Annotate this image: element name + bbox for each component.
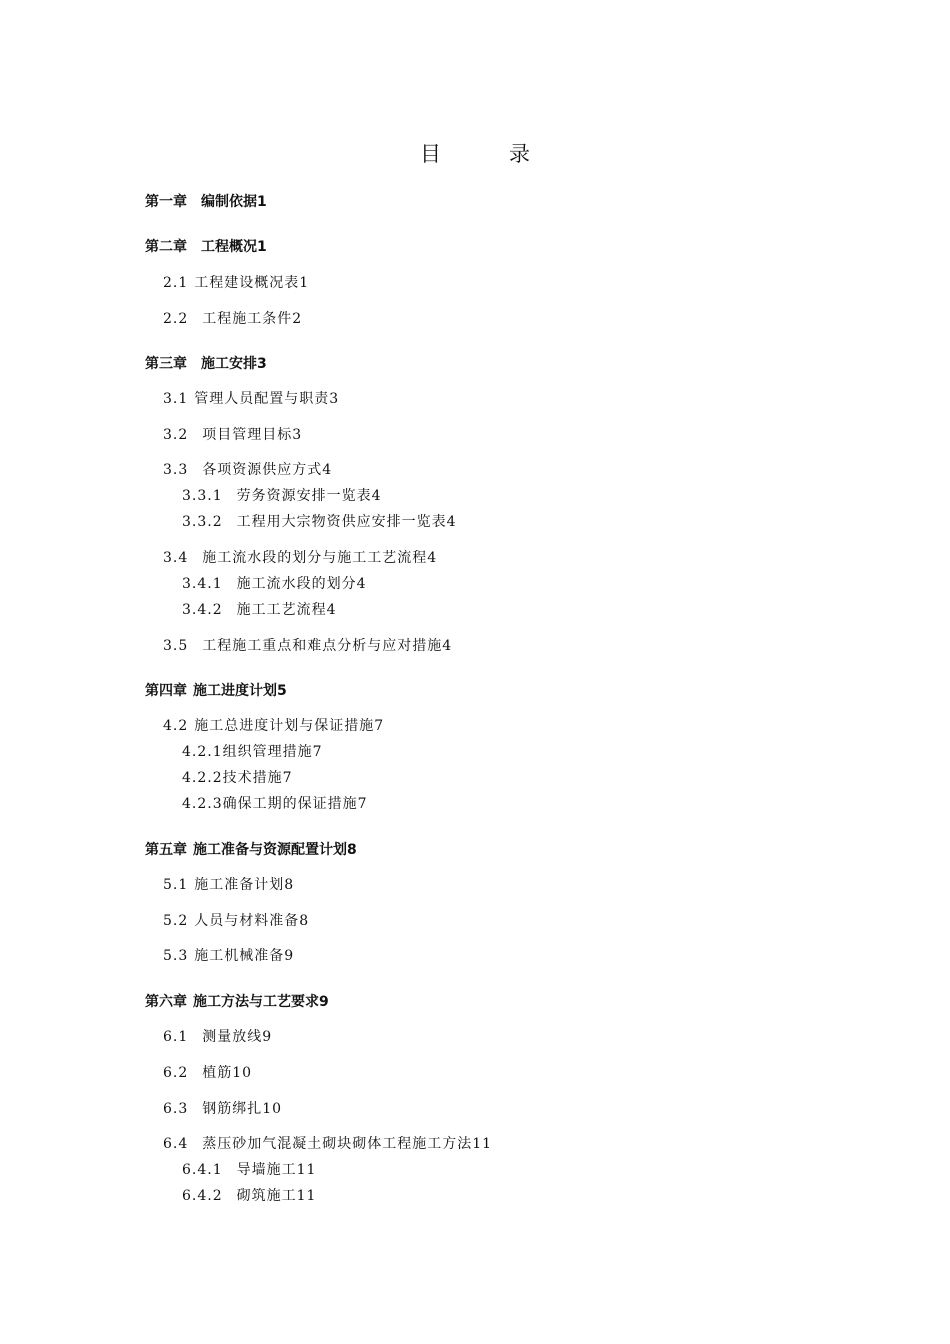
toc-section-3-2[interactable] xyxy=(163,425,302,445)
toc-page: 8 xyxy=(299,913,310,929)
toc-page: 10 xyxy=(262,1101,283,1117)
toc-section-6-2[interactable] xyxy=(163,1063,252,1083)
toc-number: 3.3.2 xyxy=(182,514,223,530)
toc-section-5-1[interactable] xyxy=(163,875,294,895)
toc-text: 测量放线 xyxy=(202,1029,263,1045)
toc-number: 6.1 xyxy=(163,1029,189,1045)
toc-page: 1 xyxy=(299,275,310,291)
toc-text: 施工机械准备 xyxy=(194,948,285,964)
toc-page: 4 xyxy=(371,488,382,504)
toc-text: 植筋 xyxy=(202,1065,233,1081)
toc-number: 第二章 xyxy=(145,239,187,255)
toc-text: 人员与材料准备 xyxy=(194,913,300,929)
toc-section-2-2[interactable] xyxy=(163,309,302,329)
toc-text: 各项资源供应方式 xyxy=(202,462,323,478)
toc-text: 蒸压砂加气混凝土砌块砌体工程施工方法 xyxy=(202,1136,473,1152)
toc-page: 9 xyxy=(262,1029,273,1045)
toc-page: 4 xyxy=(356,576,367,592)
toc-number: 3.1 xyxy=(163,391,189,407)
toc-section-6-3[interactable] xyxy=(163,1099,282,1119)
toc-page: 8 xyxy=(347,842,357,858)
toc-text: 施工准备与资源配置计划 xyxy=(193,842,347,858)
toc-text: 工程施工条件 xyxy=(202,311,293,327)
toc-page: 9 xyxy=(319,994,329,1010)
toc-section-3-3[interactable] xyxy=(163,460,332,480)
toc-subsection-6-4-2[interactable] xyxy=(182,1186,316,1206)
toc-text: 技术措施 xyxy=(222,770,283,786)
toc-number: 5.3 xyxy=(163,948,189,964)
toc-subsection-3-3-1[interactable] xyxy=(182,486,382,506)
toc-chapter-5[interactable] xyxy=(145,840,357,860)
toc-page: 4 xyxy=(446,514,457,530)
toc-page: 3 xyxy=(257,356,267,372)
toc-number: 2.2 xyxy=(163,311,189,327)
toc-number: 3.3.1 xyxy=(182,488,223,504)
toc-text: 施工准备计划 xyxy=(194,877,285,893)
toc-text: 施工安排 xyxy=(201,356,257,372)
toc-page: 4 xyxy=(442,638,453,654)
toc-subsection-4-2-2[interactable] xyxy=(182,768,293,788)
toc-chapter-2[interactable] xyxy=(145,237,267,257)
toc-text: 工程施工重点和难点分析与应对措施 xyxy=(202,638,443,654)
toc-text: 编制依据 xyxy=(201,194,257,210)
toc-text: 劳务资源安排一览表 xyxy=(236,488,372,504)
toc-chapter-4[interactable] xyxy=(145,681,287,701)
toc-page: 9 xyxy=(284,948,295,964)
toc-number: 6.3 xyxy=(163,1101,189,1117)
toc-section-2-1[interactable] xyxy=(163,273,309,293)
toc-number: 4.2.1 xyxy=(182,744,223,760)
toc-page: 11 xyxy=(296,1162,317,1178)
toc-chapter-3[interactable] xyxy=(145,354,267,374)
toc-number: 第六章 xyxy=(145,994,187,1010)
toc-subsection-6-4-1[interactable] xyxy=(182,1160,316,1180)
toc-page: 7 xyxy=(312,744,323,760)
toc-text: 施工流水段的划分 xyxy=(236,576,357,592)
toc-text: 工程用大宗物资供应安排一览表 xyxy=(236,514,447,530)
toc-number: 3.4 xyxy=(163,550,189,566)
toc-number: 第一章 xyxy=(145,194,187,210)
toc-section-4-2[interactable] xyxy=(163,716,384,736)
toc-page: 8 xyxy=(284,877,295,893)
toc-number: 5.2 xyxy=(163,913,189,929)
toc-page: 3 xyxy=(329,391,340,407)
toc-page: 1 xyxy=(257,194,267,210)
toc-number: 6.4.1 xyxy=(182,1162,223,1178)
toc-text: 确保工期的保证措施 xyxy=(222,796,358,812)
toc-subsection-4-2-1[interactable] xyxy=(182,742,323,762)
toc-number: 3.2 xyxy=(163,427,189,443)
toc-number: 第三章 xyxy=(145,356,187,372)
toc-number: 3.4.1 xyxy=(182,576,223,592)
toc-subsection-4-2-3[interactable] xyxy=(182,794,368,814)
toc-text: 施工方法与工艺要求 xyxy=(193,994,319,1010)
toc-page: 10 xyxy=(232,1065,253,1081)
toc-text: 组织管理措施 xyxy=(222,744,313,760)
toc-number: 4.2.2 xyxy=(182,770,223,786)
toc-number: 5.1 xyxy=(163,877,189,893)
toc-text: 管理人员配置与职责 xyxy=(194,391,330,407)
toc-page: 7 xyxy=(357,796,368,812)
toc-number: 6.4.2 xyxy=(182,1188,223,1204)
toc-subsection-3-4-1[interactable] xyxy=(182,574,367,594)
toc-subsection-3-3-2[interactable] xyxy=(182,512,457,532)
toc-number: 3.4.2 xyxy=(182,602,223,618)
toc-text: 施工流水段的划分与施工工艺流程 xyxy=(202,550,428,566)
toc-section-5-2[interactable] xyxy=(163,911,309,931)
toc-number: 3.3 xyxy=(163,462,189,478)
toc-page: 4 xyxy=(322,462,333,478)
toc-page: 5 xyxy=(277,683,287,699)
toc-title-left: 目 xyxy=(420,142,441,166)
toc-title-right: 录 xyxy=(509,142,530,166)
toc-page: 11 xyxy=(296,1188,317,1204)
toc-number: 3.5 xyxy=(163,638,189,654)
toc-section-3-4[interactable] xyxy=(163,548,437,568)
toc-text: 施工总进度计划与保证措施 xyxy=(194,718,375,734)
toc-page: 3 xyxy=(292,427,303,443)
toc-title xyxy=(0,138,950,168)
toc-text: 钢筋绑扎 xyxy=(202,1101,263,1117)
toc-page: 11 xyxy=(472,1136,493,1152)
toc-section-6-1[interactable] xyxy=(163,1027,272,1047)
toc-text: 导墙施工 xyxy=(236,1162,297,1178)
toc-text: 工程概况 xyxy=(201,239,257,255)
toc-number: 第四章 xyxy=(145,683,187,699)
toc-text: 砌筑施工 xyxy=(236,1188,297,1204)
toc-page: 2 xyxy=(292,311,303,327)
toc-section-3-1[interactable] xyxy=(163,389,339,409)
toc-chapter-6[interactable] xyxy=(145,992,329,1012)
toc-subsection-3-4-2[interactable] xyxy=(182,600,337,620)
toc-section-3-5[interactable] xyxy=(163,636,452,656)
toc-text: 施工工艺流程 xyxy=(236,602,327,618)
toc-text: 项目管理目标 xyxy=(202,427,293,443)
toc-page: 4 xyxy=(427,550,438,566)
toc-number: 6.4 xyxy=(163,1136,189,1152)
toc-section-6-4[interactable] xyxy=(163,1134,492,1154)
toc-number: 第五章 xyxy=(145,842,187,858)
toc-text: 工程建设概况表 xyxy=(194,275,300,291)
toc-section-5-3[interactable] xyxy=(163,946,294,966)
toc-text: 施工进度计划 xyxy=(193,683,277,699)
toc-page: 7 xyxy=(282,770,293,786)
toc-page: 7 xyxy=(374,718,385,734)
toc-number: 6.2 xyxy=(163,1065,189,1081)
toc-number: 4.2.3 xyxy=(182,796,223,812)
toc-number: 2.1 xyxy=(163,275,189,291)
toc-chapter-1[interactable] xyxy=(145,192,267,212)
toc-page: 4 xyxy=(326,602,337,618)
toc-page: 1 xyxy=(257,239,267,255)
toc-number: 4.2 xyxy=(163,718,189,734)
